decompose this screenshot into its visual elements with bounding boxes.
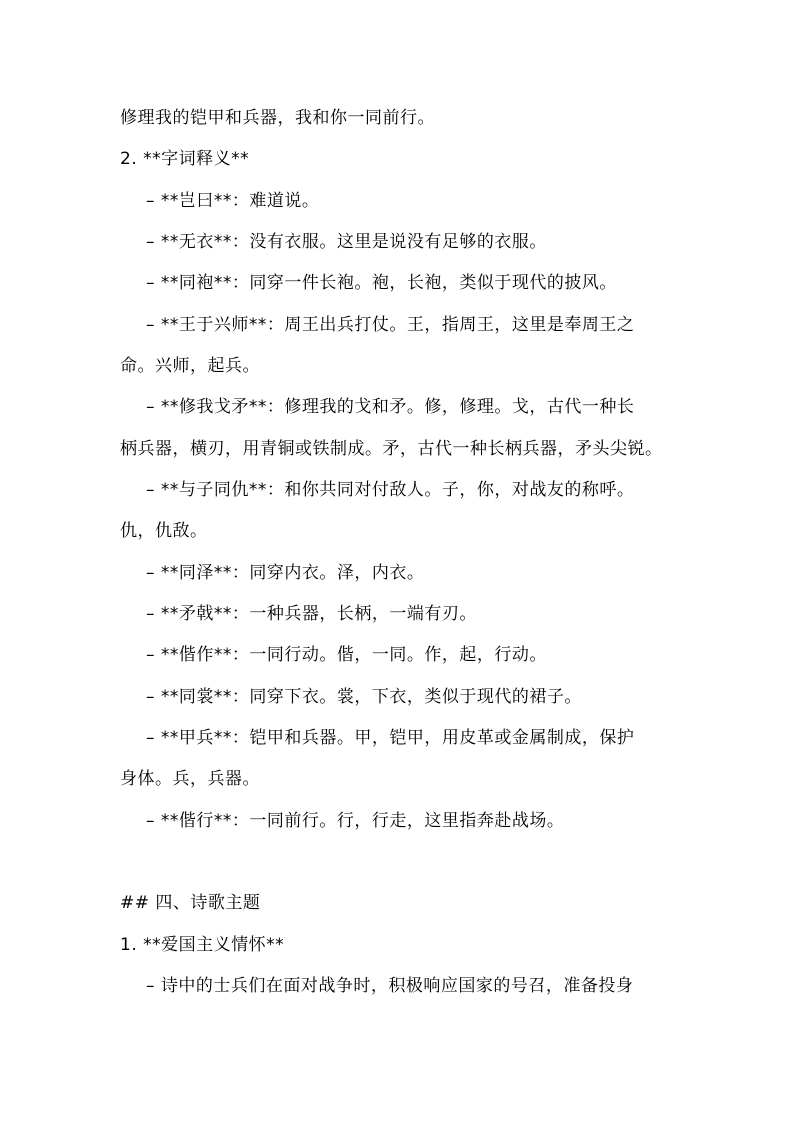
definition-item: – **无衣**：没有衣服。这里是说没有足够的衣服。 <box>146 232 547 252</box>
definition-item: – **同泽**：同穿内衣。泽，内衣。 <box>146 563 425 583</box>
definition-item: – **与子同仇**：和你共同对付敌人。子，你，对战友的称呼。 <box>146 480 635 500</box>
section-heading-poem-theme: ## 四、诗歌主题 <box>120 893 261 913</box>
definition-item: – **偕作**：一同行动。偕，一同。作，起，行动。 <box>146 645 547 665</box>
section-heading-word-definitions: 2. **字词释义** <box>120 149 250 169</box>
definition-continuation: 身体。兵，兵器。 <box>120 769 260 789</box>
definition-item: – **修我戈矛**：修理我的戈和矛。修，修理。戈，古代一种长 <box>146 397 635 417</box>
definition-item: – **同裳**：同穿下衣。裳，下衣，类似于现代的裙子。 <box>146 687 582 707</box>
definition-item: – **王于兴师**：周王出兵打仗。王，指周王，这里是奉周王之 <box>146 315 635 335</box>
theme-text: – 诗中的士兵们在面对战争时，积极响应国家的号召，准备投身 <box>146 976 634 996</box>
definition-item: – **岂曰**：难道说。 <box>146 191 320 211</box>
definition-continuation: 命。兴师，起兵。 <box>120 356 260 376</box>
theme-heading-patriotism: 1. **爱国主义情怀** <box>120 935 285 955</box>
definition-continuation: 柄兵器，横刃，用青铜或铁制成。矛，古代一种长柄兵器，矛头尖锐。 <box>120 439 663 459</box>
definition-item: – **偕行**：一同前行。行，行走，这里指奔赴战场。 <box>146 811 565 831</box>
definition-item: – **矛戟**：一种兵器，长柄，一端有刃。 <box>146 604 477 624</box>
definition-item: – **甲兵**：铠甲和兵器。甲，铠甲，用皮革或金属制成，保护 <box>146 728 635 748</box>
intro-line: 修理我的铠甲和兵器，我和你一同前行。 <box>120 108 435 128</box>
definition-item: – **同袍**：同穿一件长袍。袍，长袍，类似于现代的披风。 <box>146 273 617 293</box>
definition-continuation: 仇，仇敌。 <box>120 521 208 541</box>
